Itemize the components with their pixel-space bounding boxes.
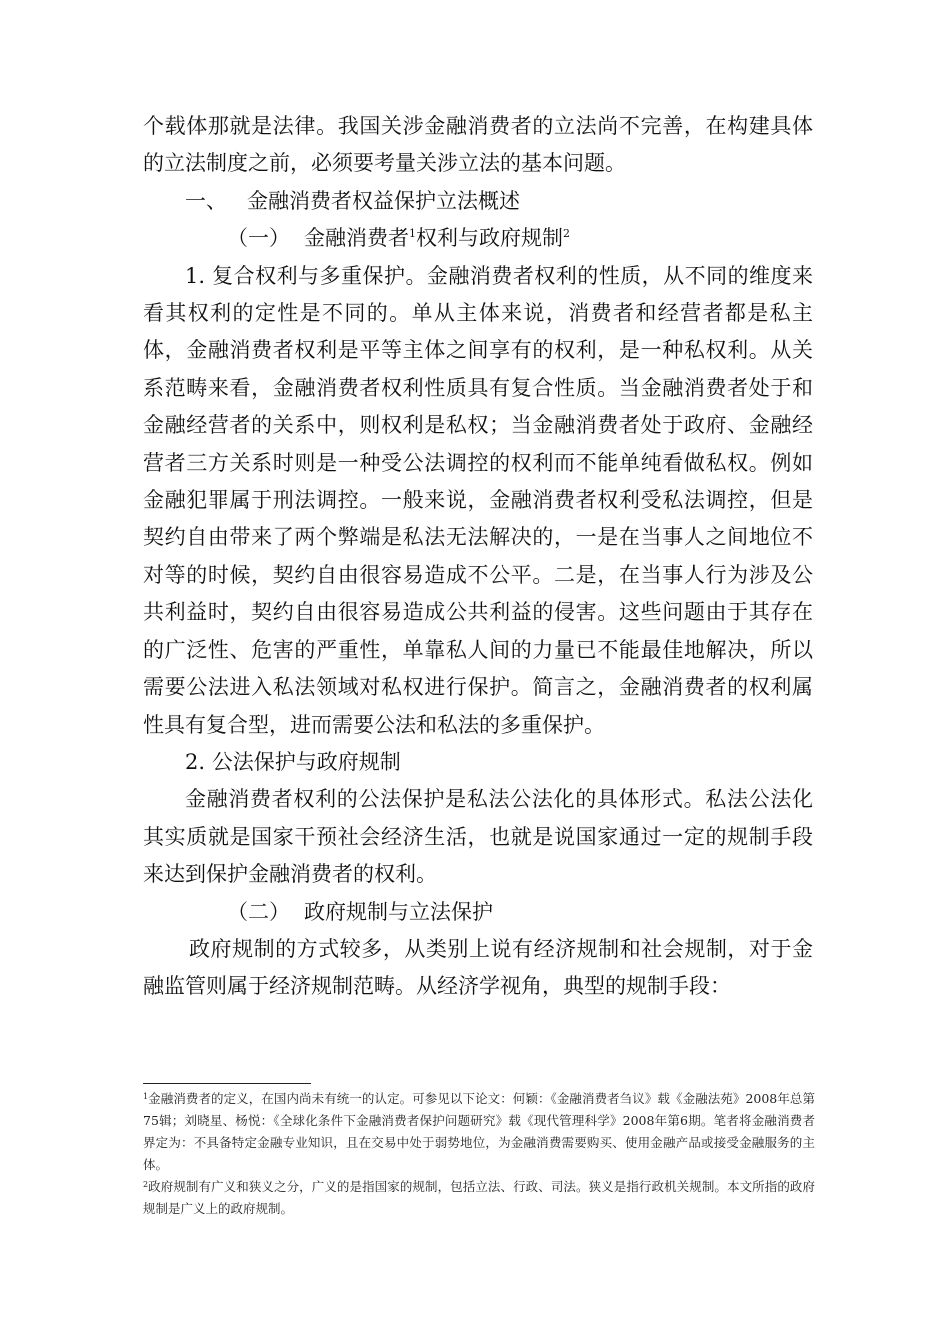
subsection-title-part-2: 权利与政府规制	[416, 226, 563, 251]
footnote-text-2: 政府规制有广义和狭义之分，广义的是指国家的规制，包括立法、行政、司法。狭义是指行政机关规制。本文所指的政府规制是广义上的政府规制。	[143, 1179, 815, 1216]
section-title: 金融消费者权益保护立法概述	[247, 188, 520, 213]
subsection-number: （二）	[227, 899, 290, 924]
footnote-2	[143, 1176, 815, 1220]
footnote-ref-1[interactable]: 1	[409, 227, 416, 241]
paragraph-public-law-protection: 金融消费者权利的公法保护是私法公法化的具体形式。私法公法化其实质就是国家干预社会经济生活，也就是说国家通过一定的规制手段来达到保护金融消费者的权利。	[143, 787, 813, 887]
footnotes	[143, 1088, 815, 1220]
section-heading-1	[143, 183, 813, 220]
paragraph-government-regulation: 政府规制的方式较多，从类别上说有经济规制和社会规制，对于金融监管则属于经济规制范畴。从经济学视角，典型的规制手段：	[143, 936, 813, 999]
footnote-separator	[143, 1083, 311, 1084]
paragraph-public-law-heading: 2. 公法保护与政府规制	[185, 749, 401, 774]
subsection-number: （一）	[227, 226, 290, 251]
paragraph-compound-rights: 1. 复合权利与多重保护。金融消费者权利的性质，从不同的维度来看其权利的定性是不同的。单从主体来说，消费者和经营者都是私主体，金融消费者权利是平等主体之间享有的权利，是一种私权利。从关系范畴来看，金融消费者权利性质具有复合性质。当金融消费者处于和金融经营者的关系中，则权利是私权；当金融消费者处于政府、金融经营者三方关系时则是一种受公法调控的权利而不能单纯看做私权。例如金融犯罪属于刑法调控。一般来说，金融消费者权利受私法调控，但是契约自由带来了两个弊端是私法无法解决的，一是在当事人之间地位不对等的时候，契约自由很容易造成不公平。二是，在当事人行为涉及公共利益时，契约自由很容易造成公共利益的侵害。这些问题由于其存在的广泛性、危害的严重性，单靠私人间的力量已不能最佳地解决，所以需要公法进入私法领域对私权进行保护。简言之，金融消费者的权利属性具有复合型，进而需要公法和私法的多重保护。	[143, 263, 813, 737]
footnote-1	[143, 1088, 815, 1176]
paragraph-continuation: 个载体那就是法律。我国关涉金融消费者的立法尚不完善，在构建具体的立法制度之前，必须要考量关涉立法的基本问题。	[143, 114, 813, 176]
subsection-heading-1	[143, 220, 813, 257]
subsection-title-part-1: 金融消费者	[304, 226, 409, 251]
footnote-text-1: 金融消费者的定义，在国内尚未有统一的认定。可参见以下论文：何颖：《金融消费者刍议》载《金融法苑》2008年总第75辑；刘晓星、杨悦：《全球化条件下金融消费者保护问题研究》载《现代管理科学》2008年第6期。笔者将金融消费者界定为：不具备特定金融专业知识，且在交易中处于弱势地位，为金融消费需要购买、使用金融产品或接受金融服务的主体。	[143, 1091, 815, 1172]
body-text	[143, 108, 813, 1006]
subsection-heading-2	[143, 894, 813, 931]
subsection-title: 政府规制与立法保护	[304, 899, 493, 924]
footnote-mark-2: 2	[143, 1180, 149, 1189]
footnote-ref-2[interactable]: 2	[563, 227, 570, 241]
section-number: 一、	[185, 188, 227, 213]
footnote-mark-1: 1	[143, 1092, 149, 1101]
